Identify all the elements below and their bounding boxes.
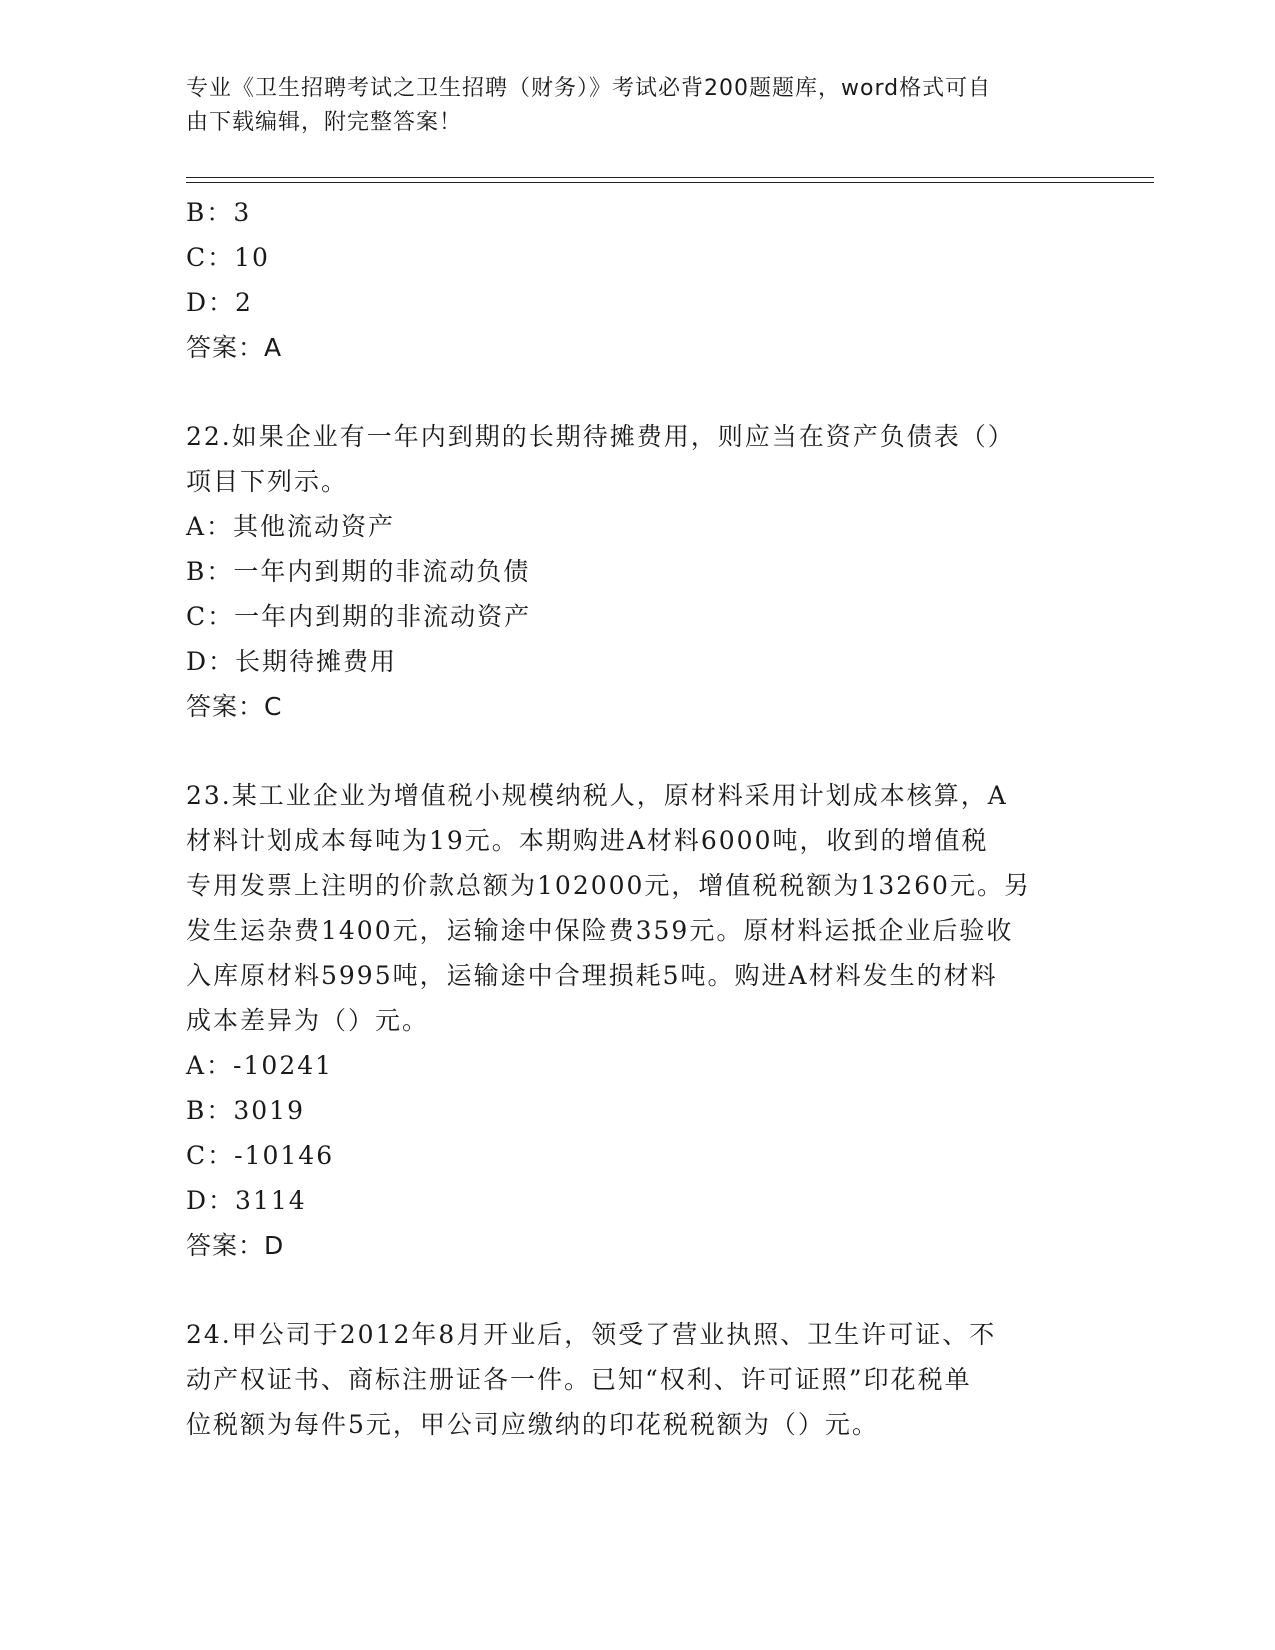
question-22-block: [186, 414, 1086, 730]
option-b: B：3: [186, 198, 252, 227]
option-a: A：其他流动资产: [186, 512, 396, 541]
answer-line: 答案：A: [186, 333, 283, 362]
question-line: 材料计划成本每吨为19元。本期购进A材料6000吨，收到的增值税: [186, 826, 989, 855]
header-line-2: 由下载编辑，附完整答案！: [186, 110, 463, 135]
question-line: 23.某工业企业为增值税小规模纳税人，原材料采用计划成本核算，A: [186, 781, 1008, 810]
header-line-1: 专业《卫生招聘考试之卫生招聘（财务）》考试必背200题题库，word格式可自: [186, 76, 992, 101]
answer-line: 答案：C: [186, 692, 283, 721]
spacer: [186, 371, 1086, 414]
answer-line: 答案：D: [186, 1231, 285, 1260]
document-header: [186, 72, 1066, 140]
option-d: D：2: [186, 288, 253, 317]
header-divider-bottom: [186, 182, 1154, 183]
header-divider-top: [186, 177, 1154, 178]
option-c: C：-10146: [186, 1141, 335, 1170]
question-22-text: [186, 414, 1066, 504]
spacer: [186, 730, 1086, 773]
document-body: [186, 190, 1086, 1447]
spacer: [186, 1269, 1086, 1312]
question-line: 24.甲公司于2012年8月开业后，领受了营业执照、卫生许可证、不: [186, 1320, 997, 1349]
question-21-block: [186, 190, 1086, 371]
option-a: A：-10241: [186, 1051, 334, 1080]
option-b: B：3019: [186, 1096, 305, 1125]
option-c: C：10: [186, 243, 270, 272]
question-line: 动产权证书、商标注册证各一件。已知“权利、许可证照”印花税单: [186, 1365, 972, 1394]
question-line: 项目下列示。: [186, 467, 349, 496]
question-line: 入库原材料5995吨，运输途中合理损耗5吨。购进A材料发生的材料: [186, 961, 998, 990]
option-c: C：一年内到期的非流动资产: [186, 602, 532, 631]
option-d: D：长期待摊费用: [186, 647, 398, 676]
question-line: 22.如果企业有一年内到期的长期待摊费用，则应当在资产负债表（）: [186, 422, 1015, 451]
question-23-block: [186, 773, 1086, 1269]
option-b: B：一年内到期的非流动负债: [186, 557, 531, 586]
question-line: 专用发票上注明的价款总额为102000元，增值税税额为13260元。另: [186, 871, 1031, 900]
question-line: 位税额为每件5元，甲公司应缴纳的印花税税额为（）元。: [186, 1410, 879, 1439]
question-24-block: [186, 1312, 1086, 1447]
option-d: D：3114: [186, 1186, 307, 1215]
question-line: 成本差异为（）元。: [186, 1006, 430, 1035]
question-line: 发生运杂费1400元，运输途中保险费359元。原材料运抵企业后验收: [186, 916, 1014, 945]
question-23-text: [186, 773, 1066, 1043]
question-24-text: [186, 1312, 1066, 1447]
